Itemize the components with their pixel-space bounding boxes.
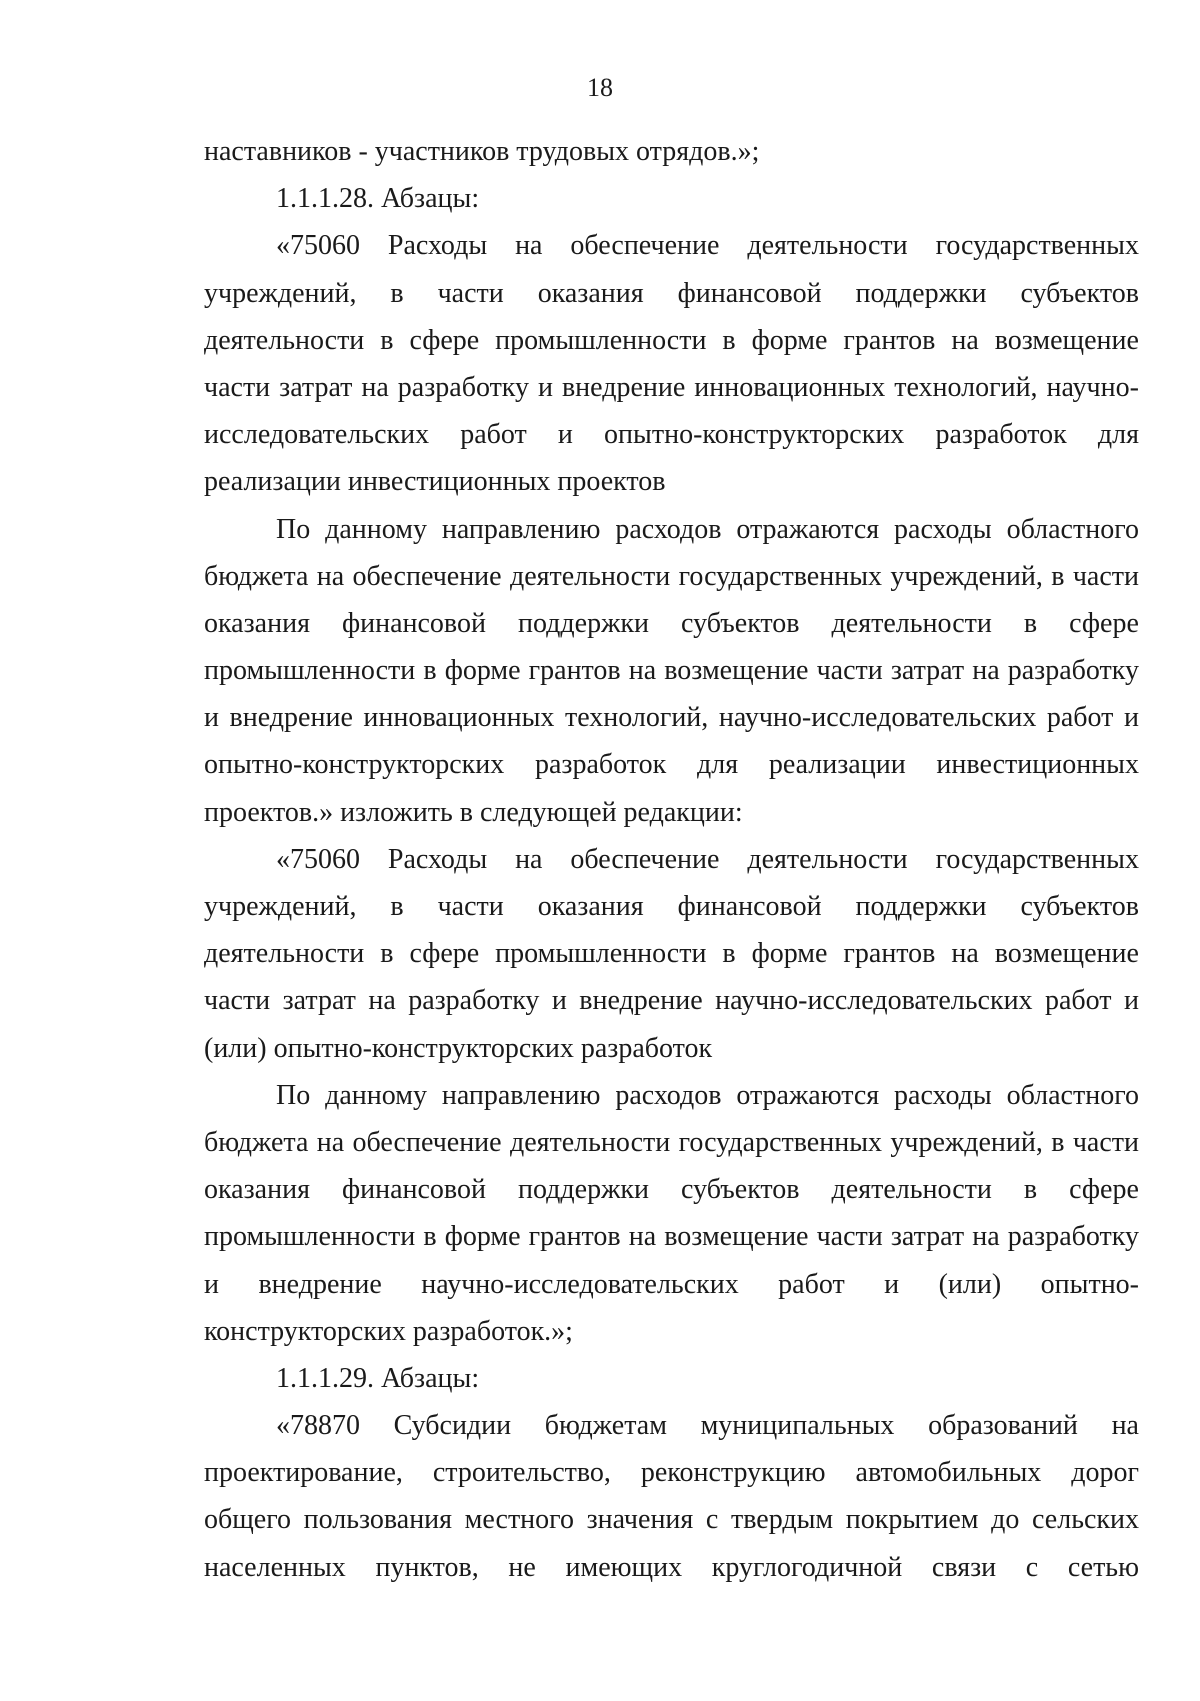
text-line: реализации инвестиционных проектов	[204, 466, 666, 498]
text-line: «78870 Субсидии бюджетам муниципальных образований на	[276, 1410, 1139, 1442]
text-line: 1.1.1.29. Абзацы:	[276, 1362, 480, 1394]
text-line: опытно-конструкторских разработок для реализации инвестиционных	[204, 749, 1139, 781]
text-line: общего пользования местного значения с твердым покрытием до сельских	[204, 1504, 1139, 1536]
text-line: учреждений, в части оказания финансовой поддержки субъектов	[204, 277, 1139, 309]
text-line: оказания финансовой поддержки субъектов деятельности в сфере	[204, 607, 1139, 639]
text-line: населенных пунктов, не имеющих круглогодичной связи с сетью	[204, 1551, 1139, 1583]
text-line: части затрат на разработку и внедрение научно-исследовательских работ и	[204, 985, 1139, 1017]
page-number: 18	[587, 73, 613, 102]
text-line: проектов.» изложить в следующей редакции:	[204, 796, 743, 828]
text-line: промышленности в форме грантов на возмещение части затрат на разработку	[204, 1221, 1139, 1253]
text-line: проектирование, строительство, реконструкцию автомобильных дорог	[204, 1457, 1139, 1489]
text-line: деятельности в сфере промышленности в форме грантов на возмещение	[204, 938, 1139, 970]
text-line: оказания финансовой поддержки субъектов деятельности в сфере	[204, 1174, 1139, 1206]
text-line: По данному направлению расходов отражаются расходы областного	[276, 513, 1139, 545]
text-line: исследовательских работ и опытно-конструкторских разработок для	[204, 419, 1139, 451]
text-line: конструкторских разработок.»;	[204, 1315, 573, 1347]
text-line: бюджета на обеспечение деятельности государственных учреждений, в части	[204, 560, 1139, 592]
text-line: деятельности в сфере промышленности в форме грантов на возмещение	[204, 324, 1139, 356]
text-line: бюджета на обеспечение деятельности государственных учреждений, в части	[204, 1126, 1139, 1158]
text-line: 1.1.1.28. Абзацы:	[276, 183, 480, 215]
text-line: и внедрение инновационных технологий, научно-исследовательских работ и	[204, 702, 1139, 734]
text-line: наставников - участников трудовых отрядов.»;	[204, 136, 760, 167]
text-line: части затрат на разработку и внедрение инновационных технологий, научно-	[204, 371, 1139, 403]
document-body	[204, 128, 1139, 1591]
text-line: «75060 Расходы на обеспечение деятельности государственных	[276, 843, 1139, 875]
text-line: и внедрение научно-исследовательских работ и (или) опытно-	[204, 1268, 1139, 1300]
text-line: промышленности в форме грантов на возмещение части затрат на разработку	[204, 655, 1139, 687]
text-line: учреждений, в части оказания финансовой поддержки субъектов	[204, 891, 1139, 922]
text-line: (или) опытно-конструкторских разработок	[204, 1032, 713, 1064]
text-line: «75060 Расходы на обеспечение деятельности государственных	[276, 230, 1139, 262]
text-line: По данному направлению расходов отражаются расходы областного	[276, 1079, 1139, 1111]
